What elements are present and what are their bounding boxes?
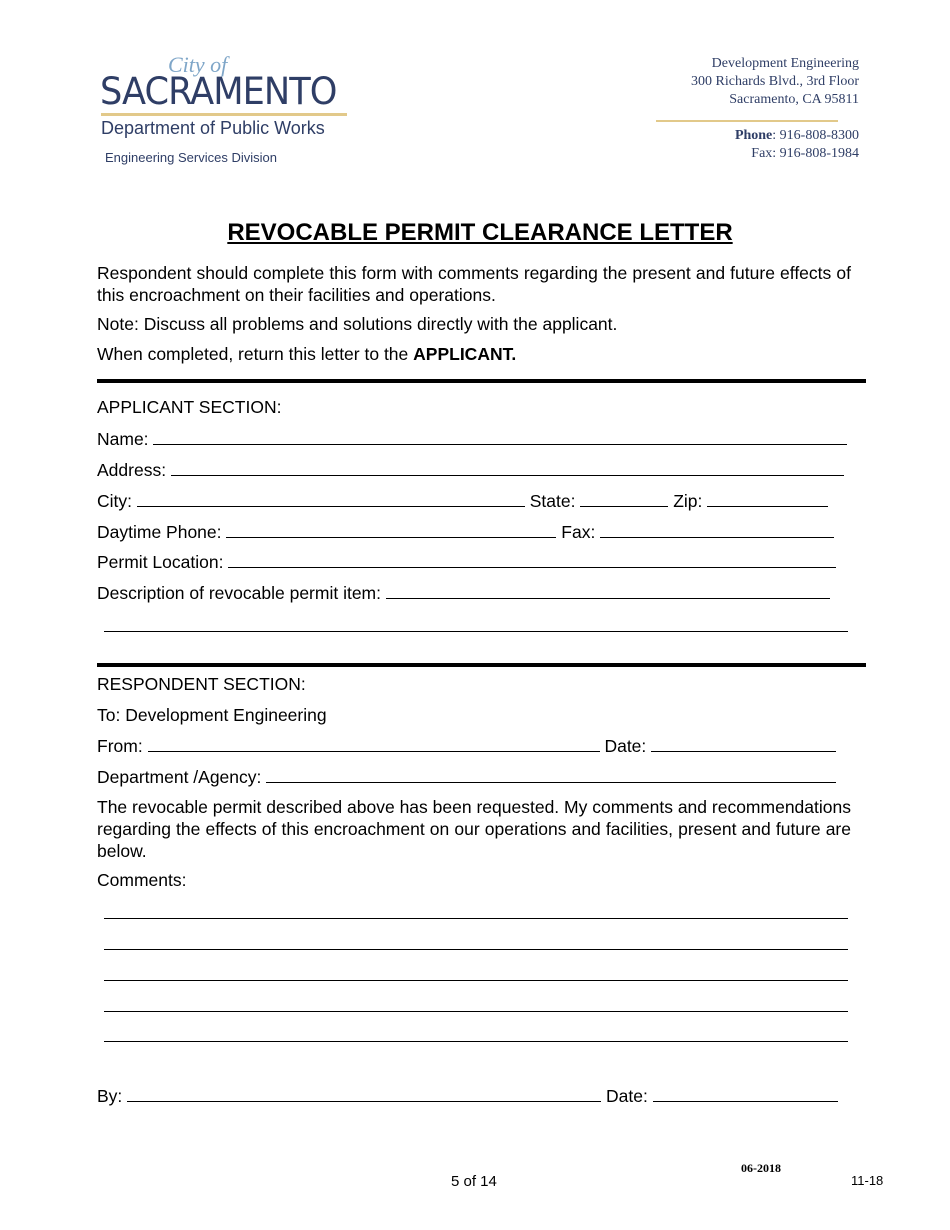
section-rule (97, 663, 866, 667)
footer-page-number: 5 of 14 (451, 1173, 497, 1190)
fax-label: Fax: (561, 522, 596, 542)
by-label: By: (97, 1086, 123, 1106)
state-field[interactable] (580, 490, 668, 507)
respondent-statement: The revocable permit described above has been requested. My comments and recommendations regarding the effects of this encroachment on our operations and facilities, present and future are below. (97, 797, 851, 861)
description-row (97, 582, 830, 604)
respondent-heading: RESPONDENT SECTION: (97, 674, 306, 694)
contact-city: Sacramento, CA 95811 (729, 92, 859, 107)
zip-label: Zip: (673, 491, 703, 511)
by-field[interactable] (127, 1085, 601, 1102)
city-row (97, 490, 828, 512)
by-date-label: Date: (606, 1086, 648, 1106)
comments-label: Comments: (97, 870, 187, 890)
footer-revision: 06-2018 (741, 1161, 781, 1175)
date-field[interactable] (651, 735, 836, 752)
page-title: REVOCABLE PERMIT CLEARANCE LETTER (227, 219, 733, 246)
from-field[interactable] (148, 735, 600, 752)
from-row (97, 735, 836, 757)
city-field[interactable] (137, 490, 525, 507)
address-row (97, 459, 844, 481)
description-field-line-2[interactable] (104, 631, 848, 632)
agency-field[interactable] (266, 766, 836, 783)
section-rule (97, 379, 866, 383)
description-label: Description of revocable permit item: (97, 583, 381, 603)
state-label: State: (529, 491, 576, 511)
instructions-return: When completed, return this letter to the APPLICANT. (97, 344, 517, 364)
agency-label: Department /Agency: (97, 767, 262, 787)
address-field[interactable] (171, 459, 844, 476)
respondent-to: To: Development Engineering (97, 705, 327, 725)
comments-line[interactable] (104, 980, 848, 981)
phone-field[interactable] (226, 521, 556, 538)
description-field[interactable] (386, 582, 830, 599)
by-date-field[interactable] (653, 1085, 838, 1102)
name-field[interactable] (153, 428, 847, 445)
phone-label: Daytime Phone: (97, 522, 222, 542)
applicant-heading: APPLICANT SECTION: (97, 397, 282, 417)
comments-line[interactable] (104, 918, 848, 919)
fax-field[interactable] (600, 521, 834, 538)
location-label: Permit Location: (97, 552, 224, 572)
comments-line[interactable] (104, 949, 848, 950)
contact-office: Development Engineering (711, 56, 859, 71)
location-field[interactable] (228, 551, 836, 568)
contact-phone: Phone: 916-808-8300 (734, 128, 859, 143)
date-label: Date: (604, 736, 647, 756)
contact-fax: Fax: 916-808-1984 (751, 146, 859, 161)
name-label: Name: (97, 429, 149, 449)
logo-city-name: SACRAMENTO (100, 70, 337, 113)
signature-row (97, 1085, 838, 1107)
phone-row (97, 521, 834, 543)
comments-line[interactable] (104, 1041, 848, 1042)
logo-department: Department of Public Works (101, 118, 325, 138)
comments-line[interactable] (104, 1011, 848, 1012)
zip-field[interactable] (707, 490, 828, 507)
name-row (97, 428, 847, 450)
location-row (97, 551, 836, 573)
footer-form-code: 11-18 (851, 1173, 884, 1188)
contact-divider (656, 120, 838, 122)
logo-division: Engineering Services Division (105, 150, 277, 165)
city-label: City: (97, 491, 132, 511)
logo-divider (101, 113, 347, 116)
agency-row (97, 766, 836, 788)
address-label: Address: (97, 460, 167, 480)
contact-street: 300 Richards Blvd., 3rd Floor (691, 74, 859, 89)
instructions-intro: Respondent should complete this form with comments regarding the present and future effects of this encroachment on their facilities and operations. (97, 263, 851, 305)
instructions-note: Note: Discuss all problems and solutions directly with the applicant. (97, 314, 618, 334)
from-label: From: (97, 736, 143, 756)
logo-city-of: City of (168, 52, 228, 77)
